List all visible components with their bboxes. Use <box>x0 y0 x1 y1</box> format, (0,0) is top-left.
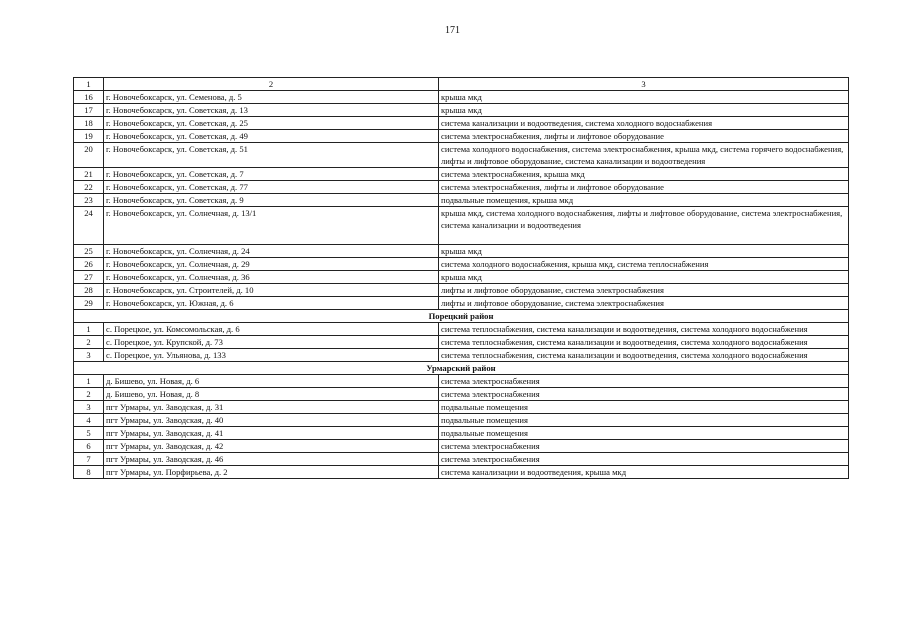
table-row <box>74 130 849 143</box>
table-body <box>74 78 849 479</box>
buildings-table <box>73 77 849 479</box>
row-number: 1 <box>74 375 104 388</box>
table-row <box>74 258 849 271</box>
row-systems: система канализации и водоотведения, система холодного водоснабжения <box>439 117 849 130</box>
table-row <box>74 453 849 466</box>
column-header-row <box>74 78 849 91</box>
row-address: г. Новочебоксарск, ул. Южная, д. 6 <box>104 297 439 310</box>
row-number: 3 <box>74 401 104 414</box>
row-systems: система холодного водоснабжения, крыша мкд, система теплоснабжения <box>439 258 849 271</box>
row-systems: система холодного водоснабжения, система электроснабжения, крыша мкд, система горячего водоснабжения, лифты и лифтовое оборудование, система канализации и водоотведения <box>439 143 849 168</box>
row-address: г. Новочебоксарск, ул. Строителей, д. 10 <box>104 284 439 297</box>
row-systems: крыша мкд <box>439 271 849 284</box>
table-row <box>74 323 849 336</box>
row-address: пгт Урмары, ул. Заводская, д. 40 <box>104 414 439 427</box>
section-title: Урмарский район <box>74 362 849 375</box>
row-address: д. Бишево, ул. Новая, д. 6 <box>104 375 439 388</box>
table-row <box>74 245 849 258</box>
table-row <box>74 104 849 117</box>
table-row <box>74 271 849 284</box>
table-row <box>74 427 849 440</box>
row-systems: крыша мкд <box>439 104 849 117</box>
table-row <box>74 168 849 181</box>
row-systems: крыша мкд, система холодного водоснабжения, лифты и лифтовое оборудование, система электроснабжения, система канализации и водоотведения <box>439 207 849 245</box>
row-address: с. Порецкое, ул. Крупской, д. 73 <box>104 336 439 349</box>
row-number: 2 <box>74 388 104 401</box>
table-row <box>74 91 849 104</box>
table-row <box>74 336 849 349</box>
row-address: д. Бишево, ул. Новая, д. 8 <box>104 388 439 401</box>
row-systems: подвальные помещения <box>439 414 849 427</box>
row-number: 23 <box>74 194 104 207</box>
row-systems: подвальные помещения, крыша мкд <box>439 194 849 207</box>
row-address: пгт Урмары, ул. Заводская, д. 31 <box>104 401 439 414</box>
column-header-systems: 3 <box>439 78 849 91</box>
row-systems: система электроснабжения, крыша мкд <box>439 168 849 181</box>
table-row <box>74 297 849 310</box>
row-systems: лифты и лифтовое оборудование, система электроснабжения <box>439 297 849 310</box>
row-number: 3 <box>74 349 104 362</box>
row-number: 8 <box>74 466 104 479</box>
table-row <box>74 388 849 401</box>
table-row <box>74 117 849 130</box>
row-number: 20 <box>74 143 104 168</box>
row-address: г. Новочебоксарск, ул. Семенова, д. 5 <box>104 91 439 104</box>
row-number: 21 <box>74 168 104 181</box>
row-systems: крыша мкд <box>439 245 849 258</box>
table-row <box>74 181 849 194</box>
row-systems: подвальные помещения <box>439 427 849 440</box>
row-address: пгт Урмары, ул. Заводская, д. 46 <box>104 453 439 466</box>
row-number: 7 <box>74 453 104 466</box>
row-number: 18 <box>74 117 104 130</box>
row-number: 29 <box>74 297 104 310</box>
row-address: г. Новочебоксарск, ул. Советская, д. 77 <box>104 181 439 194</box>
row-address: пгт Урмары, ул. Заводская, д. 41 <box>104 427 439 440</box>
row-systems: система электроснабжения <box>439 453 849 466</box>
row-systems: лифты и лифтовое оборудование, система электроснабжения <box>439 284 849 297</box>
section-row <box>74 362 849 375</box>
table-row <box>74 284 849 297</box>
row-address: г. Новочебоксарск, ул. Солнечная, д. 13/1 <box>104 207 439 245</box>
table-row <box>74 143 849 168</box>
row-number: 16 <box>74 91 104 104</box>
row-address: г. Новочебоксарск, ул. Солнечная, д. 24 <box>104 245 439 258</box>
row-systems: система электроснабжения, лифты и лифтовое оборудование <box>439 181 849 194</box>
row-systems: система электроснабжения <box>439 440 849 453</box>
row-number: 4 <box>74 414 104 427</box>
row-systems: система теплоснабжения, система канализации и водоотведения, система холодного водоснабжения <box>439 336 849 349</box>
row-number: 25 <box>74 245 104 258</box>
row-systems: система электроснабжения <box>439 388 849 401</box>
row-number: 17 <box>74 104 104 117</box>
row-number: 24 <box>74 207 104 245</box>
table-row <box>74 414 849 427</box>
row-address: г. Новочебоксарск, ул. Советская, д. 49 <box>104 130 439 143</box>
row-address: пгт Урмары, ул. Заводская, д. 42 <box>104 440 439 453</box>
row-number: 5 <box>74 427 104 440</box>
table-row <box>74 194 849 207</box>
table-row <box>74 375 849 388</box>
table-row <box>74 401 849 414</box>
row-address: с. Порецкое, ул. Ульянова, д. 133 <box>104 349 439 362</box>
row-address: г. Новочебоксарск, ул. Советская, д. 51 <box>104 143 439 168</box>
row-systems: крыша мкд <box>439 91 849 104</box>
row-address: г. Новочебоксарск, ул. Солнечная, д. 36 <box>104 271 439 284</box>
row-systems: подвальные помещения <box>439 401 849 414</box>
column-header-number: 1 <box>74 78 104 91</box>
row-number: 6 <box>74 440 104 453</box>
row-address: с. Порецкое, ул. Комсомольская, д. 6 <box>104 323 439 336</box>
section-row <box>74 310 849 323</box>
row-systems: система электроснабжения, лифты и лифтовое оборудование <box>439 130 849 143</box>
row-address: г. Новочебоксарск, ул. Советская, д. 9 <box>104 194 439 207</box>
row-number: 28 <box>74 284 104 297</box>
row-number: 2 <box>74 336 104 349</box>
section-title: Порецкий район <box>74 310 849 323</box>
column-header-address: 2 <box>104 78 439 91</box>
row-address: г. Новочебоксарск, ул. Советская, д. 13 <box>104 104 439 117</box>
row-systems: система электроснабжения <box>439 375 849 388</box>
row-systems: система теплоснабжения, система канализации и водоотведения, система холодного водоснабжения <box>439 349 849 362</box>
row-number: 19 <box>74 130 104 143</box>
page-number: 171 <box>445 25 460 36</box>
row-number: 22 <box>74 181 104 194</box>
row-systems: система теплоснабжения, система канализации и водоотведения, система холодного водоснабжения <box>439 323 849 336</box>
table-row <box>74 440 849 453</box>
row-number: 27 <box>74 271 104 284</box>
row-address: пгт Урмары, ул. Порфирьева, д. 2 <box>104 466 439 479</box>
row-systems: система канализации и водоотведения, крыша мкд <box>439 466 849 479</box>
row-number: 1 <box>74 323 104 336</box>
table-row <box>74 466 849 479</box>
table-row <box>74 349 849 362</box>
row-number: 26 <box>74 258 104 271</box>
row-address: г. Новочебоксарск, ул. Советская, д. 25 <box>104 117 439 130</box>
row-address: г. Новочебоксарск, ул. Советская, д. 7 <box>104 168 439 181</box>
table-row <box>74 207 849 245</box>
row-address: г. Новочебоксарск, ул. Солнечная, д. 29 <box>104 258 439 271</box>
